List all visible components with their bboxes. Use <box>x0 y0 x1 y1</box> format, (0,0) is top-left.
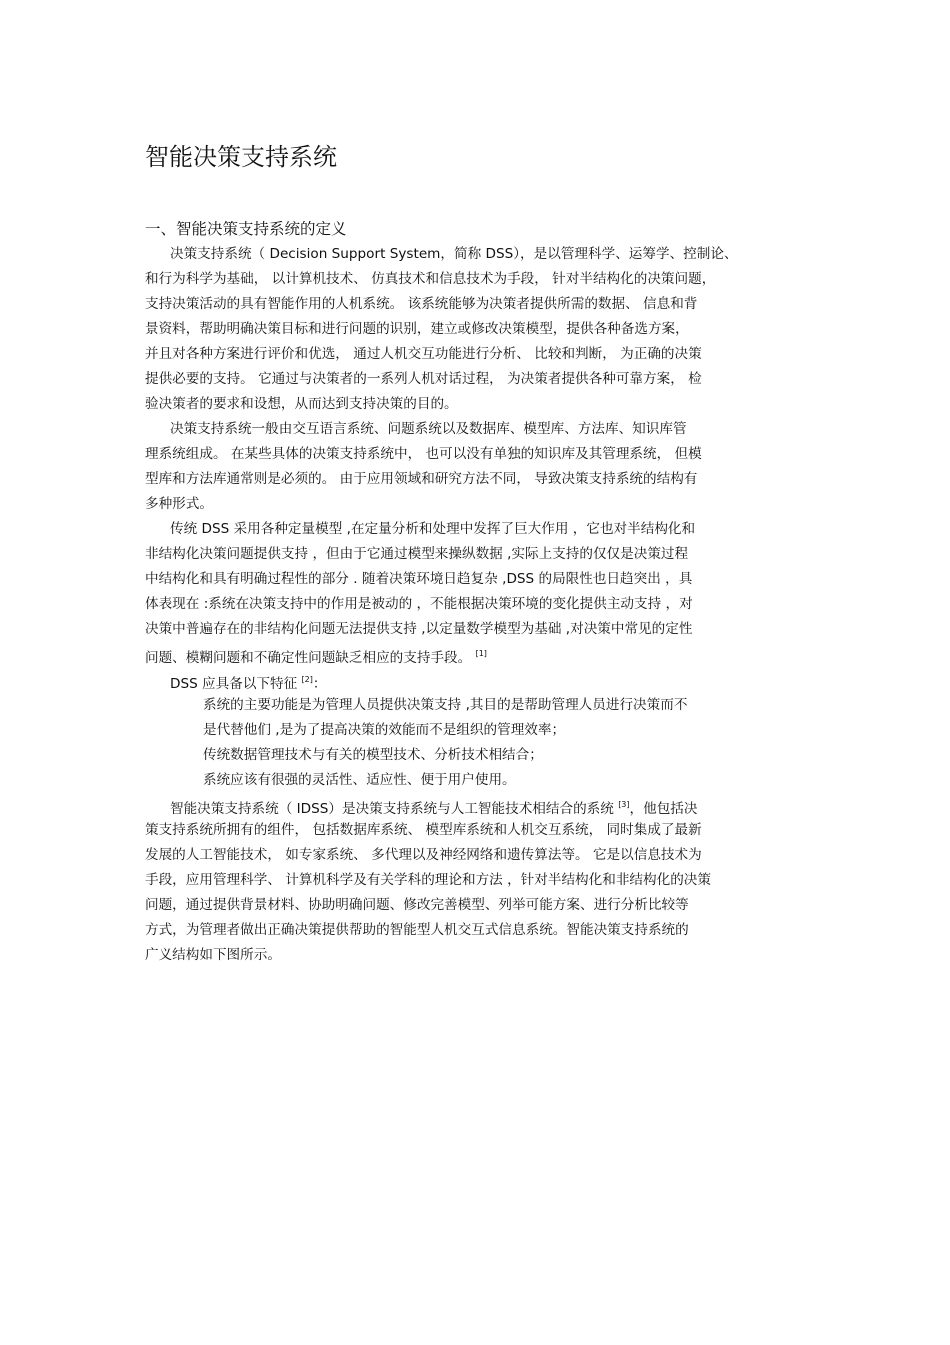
p1-line: 决策支持系统（ Decision Support System，简称 DSS），是以管理科学、运筹学、控制论、 <box>170 246 738 262</box>
p5-line: 策支持系统所拥有的组件， 包括数据库系统、 模型库系统和人机交互系统， 同时集成了最新 <box>145 822 702 838</box>
p4-lead-text: DSS 应具备以下特征 <box>170 676 298 692</box>
p5-line: 手段，应用管理科学、 计算机科学及有关学科的理论和方法 ，针对半结构化和非结构化的决策 <box>145 872 711 888</box>
p3-line: 决策中普遍存在的非结构化问题无法提供支持 ,以定量数学模型为基础 ,对决策中常见的定性 <box>145 621 693 637</box>
p4-colon: ： <box>312 676 327 692</box>
feature-item: 系统的主要功能是为管理人员提供决策支持 ,其目的是帮助管理人员进行决策而不 <box>203 697 688 713</box>
feature-item: 系统应该有很强的灵活性、适应性、便于用户使用。 <box>203 772 516 788</box>
p5-first-text: 智能决策支持系统（ IDSS）是决策支持系统与人工智能技术相结合的系统 <box>170 801 619 817</box>
p5-line: 方式，为管理者做出正确决策提供帮助的智能型人机交互式信息系统。智能决策支持系统的 <box>145 922 689 938</box>
feature-item: 是代替他们 ,是为了提高决策的效能而不是组织的管理效率； <box>203 722 566 738</box>
p1-line: 景资料，帮助明确决策目标和进行问题的识别，建立或修改决策模型，提供各种备选方案， <box>145 321 689 337</box>
p3-line: 传统 DSS 采用各种定量模型 ,在定量分析和处理中发挥了巨大作用 ，它也对半结构化和 <box>170 521 696 537</box>
p2-line: 多种形式。 <box>145 496 213 512</box>
p5-line: 广义结构如下图所示。 <box>145 947 281 963</box>
page-title: 智能决策支持系统 <box>145 143 337 172</box>
p2-line: 理系统组成。 在某些具体的决策支持系统中， 也可以没有单独的知识库及其管理系统， 但模 <box>145 446 702 462</box>
p5-first-tail: ，他包括决 <box>629 801 698 817</box>
section-heading: 一、智能决策支持系统的定义 <box>145 220 347 238</box>
citation-ref: [3] <box>618 800 630 809</box>
p5-line: 问题，通过提供背景材料、协助明确问题、修改完善模型、列举可能方案、进行分析比较等 <box>145 897 689 913</box>
p1-line: 和行为科学为基础， 以计算机技术、 仿真技术和信息技术为手段， 针对半结构化的决策问题， <box>145 271 716 287</box>
p3-line: 体表现在 :系统在决策支持中的作用是被动的 ，不能根据决策环境的变化提供主动支持 ，对 <box>145 596 693 612</box>
p3-line: 非结构化决策问题提供支持 ，但由于它通过模型来操纵数据 ,实际上支持的仅仅是决策过程 <box>145 546 689 562</box>
citation-ref: [2] <box>301 675 313 684</box>
p3-last-line <box>145 642 487 671</box>
p1-line: 支持决策活动的具有智能作用的人机系统。 该系统能够为决策者提供所需的数据、 信息和背 <box>145 296 698 312</box>
p3-line: 中结构化和具有明确过程性的部分 . 随着决策环境日趋复杂 ,DSS 的局限性也日趋突出 ，具 <box>145 571 693 587</box>
p1-line: 验决策者的要求和设想，从而达到支持决策的目的。 <box>145 396 458 412</box>
p2-line: 型库和方法库通常则是必须的。 由于应用领域和研究方法不同， 导致决策支持系统的结构有 <box>145 471 698 487</box>
p3-line-text: 问题、模糊问题和不确定性问题缺乏相应的支持手段。 <box>145 650 472 666</box>
p1-line: 提供必要的支持。 它通过与决策者的一系列人机对话过程， 为决策者提供各种可靠方案， 检 <box>145 371 702 387</box>
citation-ref: [1] <box>475 649 487 658</box>
p2-line: 决策支持系统一般由交互语言系统、问题系统以及数据库、模型库、方法库、知识库管 <box>170 421 687 437</box>
p1-line: 并且对各种方案进行评价和优选， 通过人机交互功能进行分析、 比较和判断， 为正确的决策 <box>145 346 702 362</box>
feature-item: 传统数据管理技术与有关的模型技术、分析技术相结合； <box>203 747 543 763</box>
p5-line: 发展的人工智能技术， 如专家系统、 多代理以及神经网络和遗传算法等。 它是以信息技术为 <box>145 847 702 863</box>
